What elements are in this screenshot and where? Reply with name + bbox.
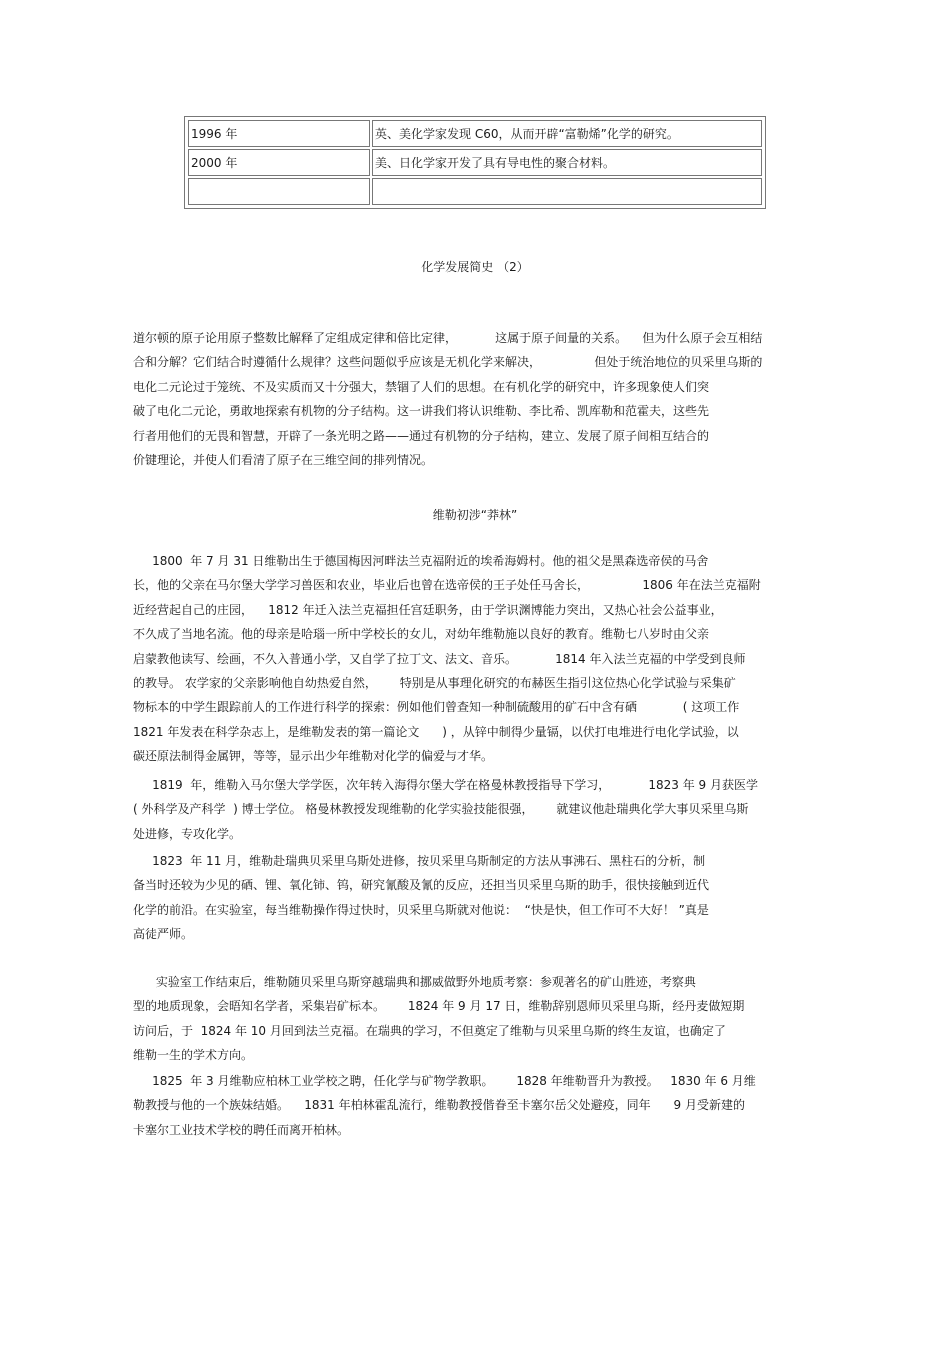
text-line: 化学的前沿。在实验室，每当维勒操作得过快时，贝采里乌斯就对他说： “快是快，但工作可不大好！ ”真是 — [133, 902, 709, 917]
text-line: 卡塞尔工业技术学校的聘任而离开柏林。 — [133, 1122, 350, 1137]
paragraph-4 — [133, 970, 823, 1068]
text-line: 物标本的中学生跟踪前人的工作进行科学的探索：例如他们曾查知一种制硫酸用的矿石中含有硒 ( 这项工作 — [133, 700, 740, 715]
intro-paragraph — [133, 326, 823, 472]
text-line: 1800 年 7 月 31 日维勒出生于德国梅因河畔法兰克福附近的埃希海姆村。他的祖父是黑森选帝侯的马舍 — [133, 554, 709, 568]
text-line: 备当时还较为少见的硒、锂、氧化铈、钨，研究氰酸及氰的反应，还担当贝采里乌斯的助手，很快接触到近代 — [133, 878, 710, 893]
section-title: 化学发展简史 （2） — [421, 260, 529, 274]
text-line: 1823 年 11 月，维勒赴瑞典贝采里乌斯处进修，按贝采里乌斯制定的方法从事沸石、黑柱石的分析，制 — [133, 854, 706, 868]
event-cell: 美、日化学家开发了具有导电性的聚合材料。 — [372, 149, 762, 176]
text-line: ( 外科学及产科学 ) 博士学位。 格曼林教授发现维勒的化学实验技能很强， 就建议他赴瑞典化学大事贝采里乌斯 — [133, 802, 749, 817]
text-line: 碳还原法制得金属钾，等等，显示出少年维勒对化学的偏爱与才华。 — [133, 749, 494, 764]
text-line: 道尔顿的原子论用原子整数比解释了定组成定律和倍比定律， 这属于原子间量的关系。 但为什么原子会互相结 — [133, 331, 763, 345]
table-row — [188, 120, 762, 147]
text-line: 合和分解？它们结合时遵循什么规律？这些问题似乎应该是无机化学来解决， 但处于统治地位的贝采里乌斯的 — [133, 355, 763, 370]
text-line: 维勒一生的学术方向。 — [133, 1048, 254, 1063]
text-line: 启蒙教他读写、绘画，不久入普通小学，又自学了拉丁文、法文、音乐。 1814 年入法兰克福的中学受到良师 — [133, 651, 746, 666]
text-line: 高徒严师。 — [133, 927, 194, 942]
text-line: 访问后，于 1824 年 10 月回到法兰克福。在瑞典的学习，不但奠定了维勒与贝采里乌斯的终生友谊，也确定了 — [133, 1023, 726, 1038]
paragraph-3 — [133, 849, 823, 947]
event-cell — [372, 178, 762, 205]
table-row — [188, 178, 762, 205]
text-line: 1821 年发表在科学杂志上，是维勒发表的第一篇论文 ) ，从锌中制得少量镉，以伏打电堆进行电化学试验，以 — [133, 724, 739, 739]
year-cell: 1996 年 — [188, 120, 370, 147]
paragraph-1 — [133, 549, 823, 769]
text-line: 不久成了当地名流。他的母亲是哈瑙一所中学校长的女儿，对幼年维勒施以良好的教育。维勒七八岁时由父亲 — [133, 627, 710, 642]
text-line: 1819 年，维勒入马尔堡大学学医，次年转入海得尔堡大学在格曼林教授指导下学习， 1823 年 9 月获医学 — [133, 778, 759, 792]
chronology-table — [184, 116, 766, 209]
text-line: 1825 年 3 月维勒应柏林工业学校之聘，任化学与矿物学教职。 1828 年维勒晋升为教授。 1830 年 6 月维 — [133, 1074, 756, 1088]
paragraph-2 — [133, 773, 823, 846]
text-line: 实验室工作结束后，维勒随贝采里乌斯穿越瑞典和挪威做野外地质考察：参观著名的矿山胜迹，考察典 — [133, 975, 696, 989]
text-line: 行者用他们的无畏和智慧，开辟了一条光明之路——通过有机物的分子结构，建立、发展了原子间相互结合的 — [133, 428, 710, 443]
text-line: 处进修，专攻化学。 — [133, 826, 242, 841]
text-line: 的教导。 农学家的父亲影响他自幼热爱自然， 特别是从事理化研究的布赫医生指引这位热心化学试验与采集矿 — [133, 675, 736, 690]
table-row — [188, 149, 762, 176]
subsection-title: 维勒初涉“莽林” — [432, 508, 518, 522]
text-line: 近经营起自己的庄园， 1812 年迁入法兰克福担任宫廷职务，由于学识渊博能力突出，又热心社会公益事业， — [133, 602, 723, 617]
text-line: 长，他的父亲在马尔堡大学学习兽医和农业，毕业后也曾在选帝侯的王子处任马舍长， 1806 年在法兰克福附 — [133, 578, 761, 593]
text-line: 价键理论，并使人们看清了原子在三维空间的排列情况。 — [133, 452, 434, 467]
text-line: 勒教授与他的一个族妹结婚。 1831 年柏林霍乱流行，维勒教授偕眷至卡塞尔岳父处避疫，同年 9 月受新建的 — [133, 1098, 745, 1113]
year-cell — [188, 178, 370, 205]
event-cell: 英、美化学家发现 C60，从而开辟“富勒烯”化学的研究。 — [372, 120, 762, 147]
year-cell: 2000 年 — [188, 149, 370, 176]
text-line: 电化二元论过于笼统、不及实质而又十分强大，禁锢了人们的思想。在有机化学的研究中，许多现象使人们突 — [133, 379, 710, 394]
text-line: 型的地质现象，会晤知名学者，采集岩矿标本。 1824 年 9 月 17 日，维勒辞别恩师贝采里乌斯，经丹麦做短期 — [133, 999, 745, 1014]
paragraph-5 — [133, 1069, 823, 1142]
text-line: 破了电化二元论，勇敢地探索有机物的分子结构。这一讲我们将认识维勒、李比希、凯库勒和范霍夫，这些先 — [133, 404, 710, 419]
